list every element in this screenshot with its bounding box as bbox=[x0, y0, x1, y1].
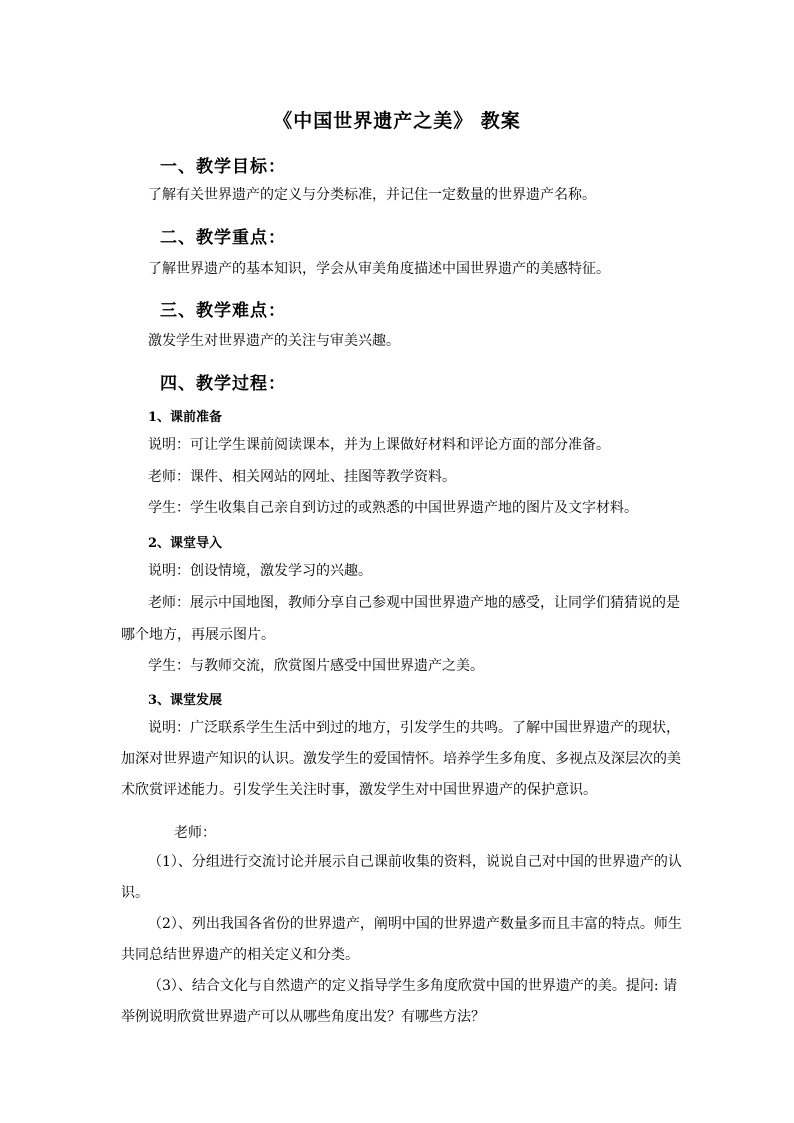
step1-student: 学生：学生收集自己亲自到访过的或熟悉的中国世界遗产地的图片及文字材料。 bbox=[148, 500, 638, 516]
step3-teacher-label: 老师： bbox=[174, 825, 216, 841]
step2-teacher-line: 老师：展示中国地图，教师分享自己参观中国世界遗产地的感受，让同学们猜猜说的是 bbox=[148, 595, 680, 611]
step2-heading: 2、课堂导入 bbox=[148, 536, 223, 551]
section-heading-key-points: 二、教学重点： bbox=[160, 228, 286, 248]
objectives-text: 了解有关世界遗产的定义与分类标准，并记住一定数量的世界遗产名称。 bbox=[148, 187, 596, 203]
step2-student: 学生：与教师交流，欣赏图片感受中国世界遗产之美。 bbox=[148, 658, 484, 674]
step3-explain-line: 说明：广泛联系学生生活中到过的地方，引发学生的共鸣。了解中国世界遗产的现状， bbox=[148, 720, 680, 736]
step2-teacher-line: 哪个地方，再展示图片。 bbox=[121, 627, 275, 643]
step1-teacher: 老师：课件、相关网站的网址、挂图等教学资料。 bbox=[148, 469, 456, 485]
key-points-text: 了解世界遗产的基本知识，学会从审美角度描述中国世界遗产的美感特征。 bbox=[148, 261, 610, 277]
difficulties-text: 激发学生对世界遗产的关注与审美兴趣。 bbox=[148, 333, 400, 349]
step3-item1-line: 识。 bbox=[121, 885, 149, 901]
step3-heading: 3、课堂发展 bbox=[148, 693, 223, 708]
step3-item3-line: 举例说明欣赏世界遗产可以从哪些角度出发？有哪些方法？ bbox=[121, 1009, 485, 1025]
section-heading-difficulties: 三、教学难点： bbox=[160, 301, 286, 321]
step1-heading: 1、课前准备 bbox=[148, 410, 223, 425]
step1-explain: 说明：可让学生课前阅读课本，并为上课做好材料和评论方面的部分准备。 bbox=[148, 437, 610, 453]
step3-explain-line: 术欣赏评述能力。引发学生关注时事，激发学生对中国世界遗产的保护意识。 bbox=[121, 782, 597, 798]
step3-item3-line: （3）、结合文化与自然遗产的定义指导学生多角度欣赏中国的世界遗产的美。提问: 请 bbox=[148, 978, 678, 994]
step3-explain-line: 加深对世界遗产知识的认识。激发学生的爱国情怀。培养学生多角度、多视点及深层次的美 bbox=[121, 751, 681, 767]
section-heading-objectives: 一、教学目标： bbox=[160, 157, 286, 177]
step3-item2-line: （2）、列出我国各省份的世界遗产，阐明中国的世界遗产数量多而且丰富的特点。师生 bbox=[148, 916, 682, 932]
step3-item2-line: 共同总结世界遗产的相关定义和分类。 bbox=[121, 947, 359, 963]
section-heading-process: 四、教学过程： bbox=[160, 374, 286, 394]
document-title: 《中国世界遗产之美》 教案 bbox=[273, 110, 521, 132]
step3-item1-line: （1）、分组进行交流讨论并展示自己课前收集的资料，说说自己对中国的世界遗产的认 bbox=[148, 854, 682, 870]
step2-explain: 说明：创设情境，激发学习的兴趣。 bbox=[148, 563, 372, 579]
